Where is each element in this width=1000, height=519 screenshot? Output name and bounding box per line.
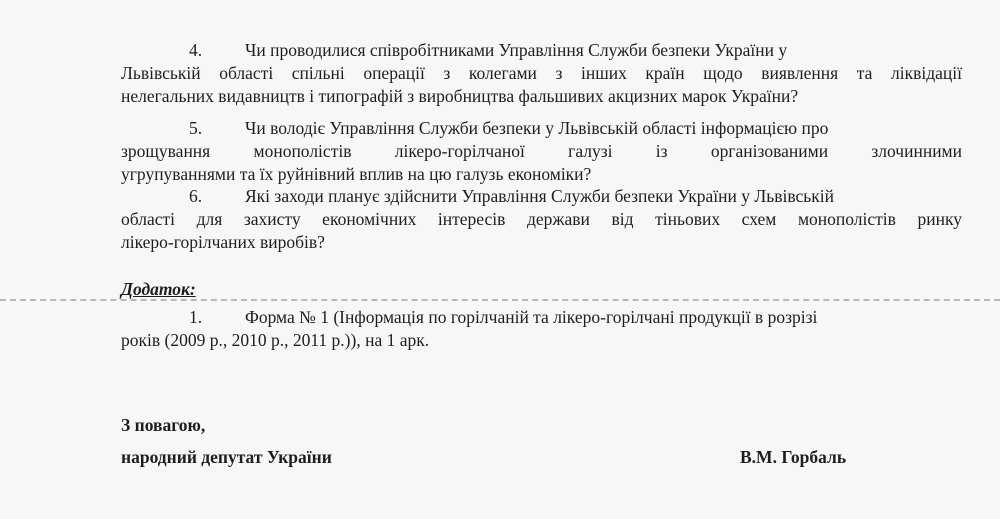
question-6-line-3: лікеро-горілчаних виробів? xyxy=(121,232,325,252)
question-6-line-1: 6. Які заходи планує здійснити Управління Служби безпеки України у Львівській xyxy=(189,186,835,206)
question-6 xyxy=(121,185,962,254)
question-4-number: 4. xyxy=(189,40,203,60)
signer-name: В.М. Горбаль xyxy=(740,447,847,467)
closing-position: народний депутат України xyxy=(121,447,332,467)
attachment-line-2: років (2009 р., 2010 р., 2011 р.)), на 1 арк. xyxy=(121,330,430,350)
question-4 xyxy=(121,39,962,108)
question-5 xyxy=(121,117,962,186)
question-5-number: 5. xyxy=(189,118,203,138)
question-6-number: 6. xyxy=(189,186,203,206)
question-5-line-2: зрощування монополістів лікеро-горілчаної галузі із організованими злочинними xyxy=(121,141,962,161)
attachment-heading: Додаток: xyxy=(121,279,196,299)
attachment-line-1: 1. Форма № 1 (Інформація по горілчаній та лікеро-горілчані продукції в розрізі xyxy=(189,307,818,327)
closing-regards: З повагою, xyxy=(121,415,206,435)
question-4-line-3: нелегальних видавництв і типографій з виробництва фальшивих акцизних марок України? xyxy=(121,86,799,106)
scan-artifact-line xyxy=(0,299,1000,301)
question-4-line-2: Львівській області спільні операції з колегами з інших країн щодо виявлення та ліквідації xyxy=(121,63,962,83)
question-5-line-1: 5. Чи володіє Управління Служби безпеки у Львівській області інформацією про xyxy=(189,118,829,138)
question-5-line-3: угрупуваннями та їх руйнівний вплив на цю галузь економіки? xyxy=(121,164,592,184)
attachment-item-1 xyxy=(121,306,962,352)
question-6-line-2: області для захисту економічних інтересів держави від тіньових схем монополістів ринку xyxy=(121,209,962,229)
question-4-line-1: 4. Чи проводилися співробітниками Управління Служби безпеки України у xyxy=(189,40,788,60)
attachment-number: 1. xyxy=(189,307,203,327)
